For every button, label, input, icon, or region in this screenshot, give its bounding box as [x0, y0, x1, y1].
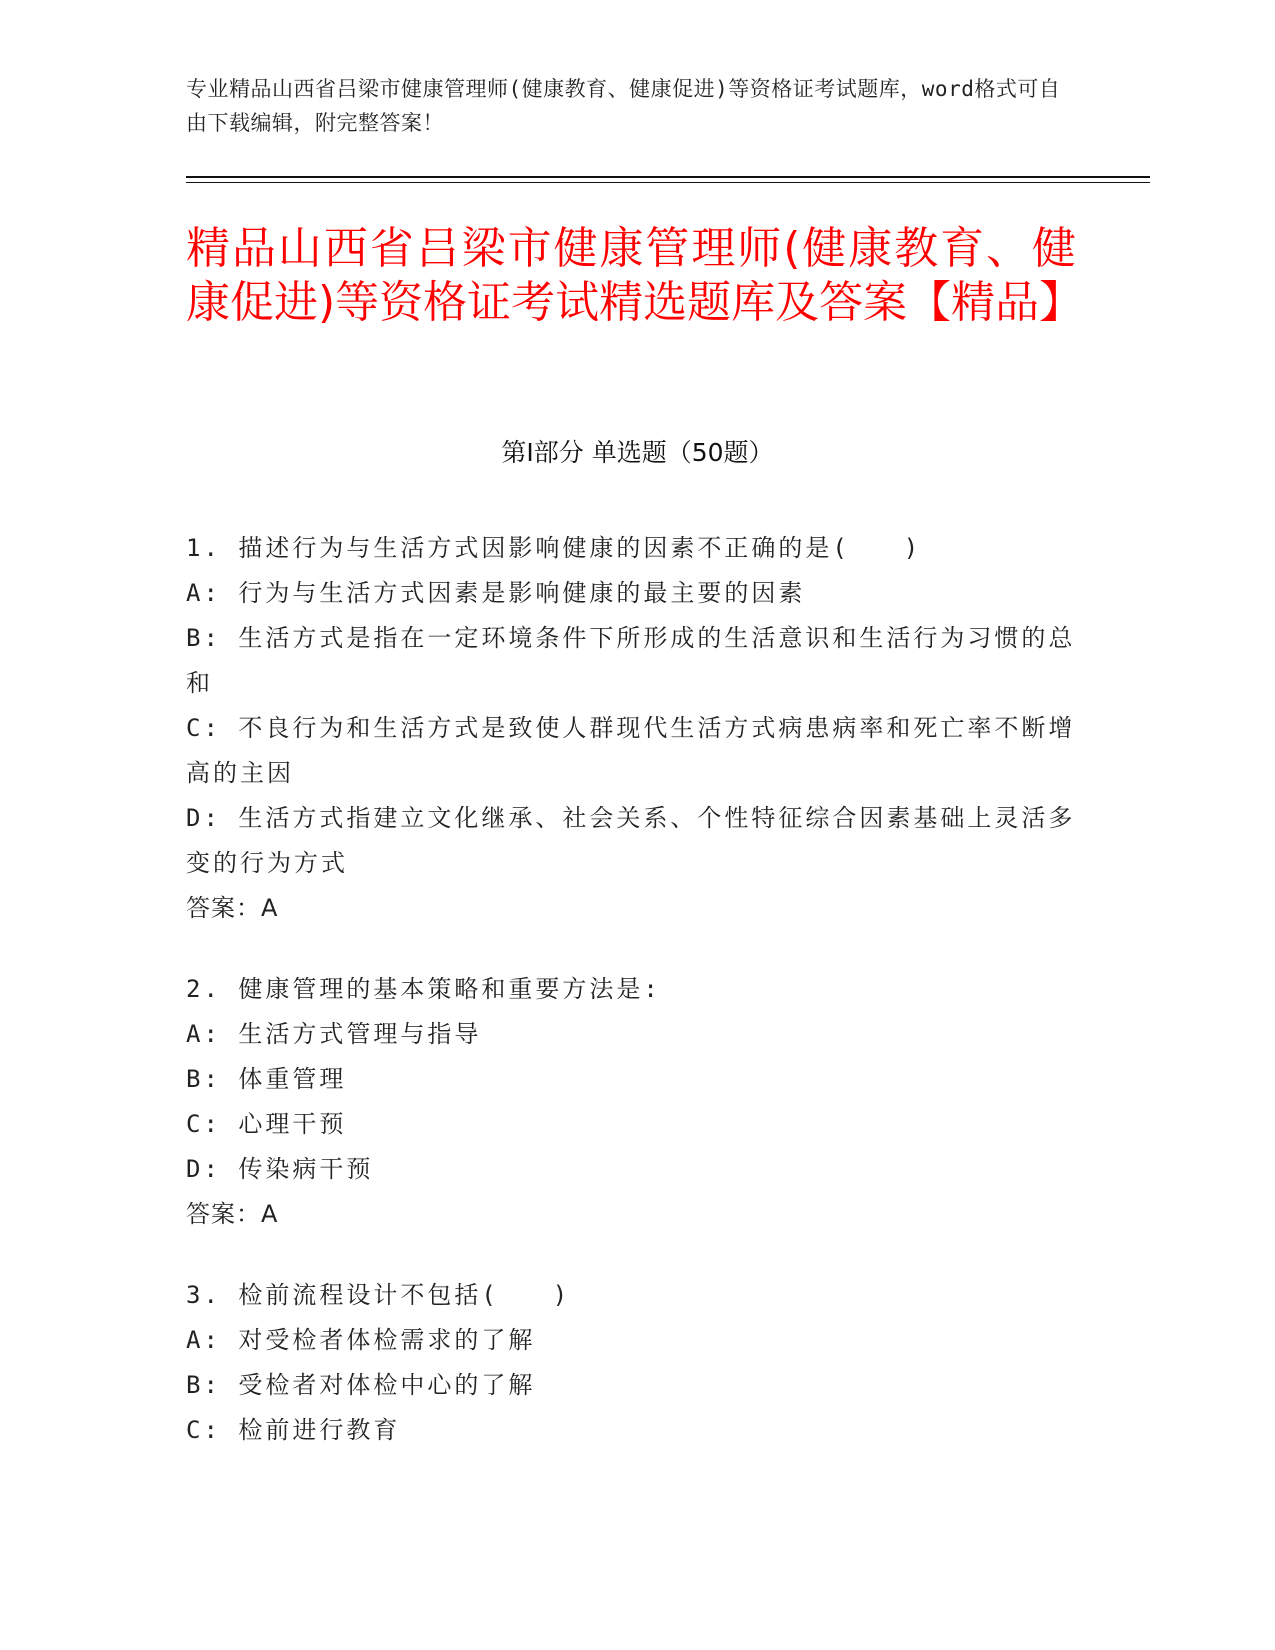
option-d: D: 传染病干预	[186, 1155, 374, 1183]
question-item	[186, 1273, 1076, 1453]
option-d: D: 生活方式指建立文化继承、社会关系、个性特征综合因素基础上灵活多变的行为方式	[186, 804, 1076, 877]
option-a: A: 对受检者体检需求的了解	[186, 1326, 536, 1354]
option-b: B: 受检者对体检中心的了解	[186, 1371, 536, 1399]
question-stem: 2. 健康管理的基本策略和重要方法是:	[186, 975, 661, 1003]
header-divider-thick	[186, 176, 1150, 178]
option-c: C: 心理干预	[186, 1110, 347, 1138]
option-b: B: 体重管理	[186, 1065, 347, 1093]
option-b: B: 生活方式是指在一定环境条件下所形成的生活意识和生活行为习惯的总和	[186, 624, 1076, 697]
option-a: A: 生活方式管理与指导	[186, 1020, 482, 1048]
answer-line: 答案：A	[186, 894, 279, 922]
question-stem: 3. 检前流程设计不包括( )	[186, 1281, 571, 1309]
option-c: C: 不良行为和生活方式是致使人群现代生活方式病患病率和死亡率不断增高的主因	[186, 714, 1076, 787]
header-divider-thin	[186, 182, 1150, 183]
header-note: 专业精品山西省吕梁市健康管理师(健康教育、健康促进)等资格证考试题库，word格式可自由下载编辑，附完整答案！	[186, 77, 1061, 135]
question-stem: 1. 描述行为与生活方式因影响健康的因素不正确的是( )	[186, 534, 922, 562]
answer-line: 答案：A	[186, 1200, 279, 1228]
document-title: 精品山西省吕梁市健康管理师(健康教育、健康促进)等资格证考试精选题库及答案【精品】	[186, 223, 1084, 328]
option-c: C: 检前进行教育	[186, 1416, 401, 1444]
question-item	[186, 967, 1076, 1237]
question-item	[186, 526, 1076, 931]
question-list	[186, 526, 1076, 1489]
option-a: A: 行为与生活方式因素是影响健康的最主要的因素	[186, 579, 806, 607]
section-heading: 第Ⅰ部分 单选题（50题）	[501, 438, 774, 467]
